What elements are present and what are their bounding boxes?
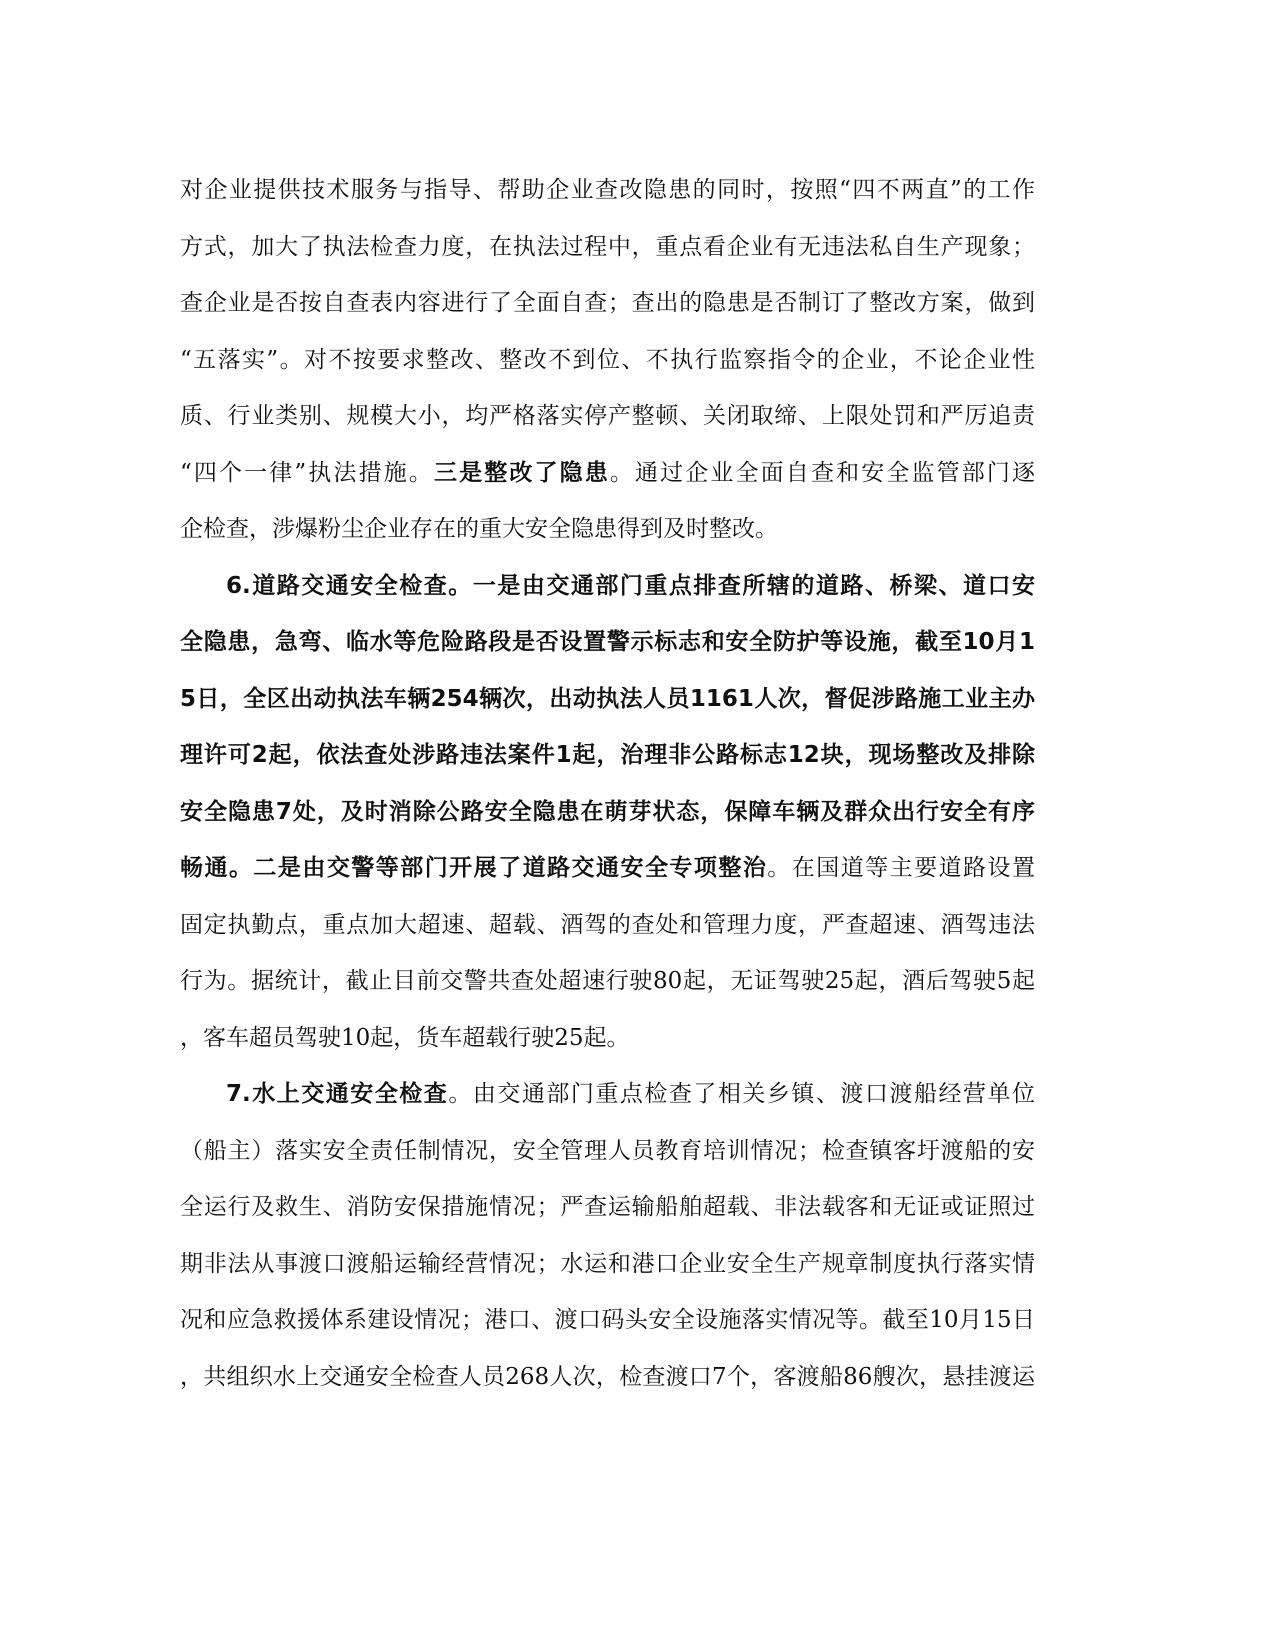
text-line: （船主）落实安全责任制情况，安全管理人员教育培训情况；检查镇客圩渡船的安 <box>180 1137 1035 1164</box>
bold-text-line: 全隐患，急弯、临水等危险路段是否设置警示标志和安全防护等设施，截至10月1 <box>180 629 1035 655</box>
text-line: ，共组织水上交通安全检查人员268人次，检查渡口7个，客渡船86艘次，悬挂渡运 <box>180 1363 1035 1390</box>
text-line: ，客车超员驾驶10起，货车超载行驶25起。 <box>180 1024 630 1051</box>
bold-text-line: 理许可2起，依法查处涉路违法案件1起，治理非公路标志12块，现场整改及排除 <box>180 742 1035 768</box>
text-line: 固定执勤点，重点加大超速、超载、酒驾的查处和管理力度，严查超速、酒驾违法 <box>180 911 1035 938</box>
document-body <box>180 162 1035 1405</box>
text-line <box>180 840 1035 897</box>
text-line: 对企业提供技术服务与指导、帮助企业查改隐患的同时，按照“四不两直”的工作 <box>180 177 1035 203</box>
paragraph-water-traffic <box>180 1066 1035 1405</box>
paragraph-enterprise-inspection <box>180 162 1035 558</box>
text-line: “五落实”。对不按要求整改、整改不到位、不执行监察指令的企业，不论企业性 <box>180 346 1035 373</box>
text-run: 。通过企业全面自查和安全监管部门逐 <box>609 459 1035 486</box>
bold-text-line: 5日，全区出动执法车辆254辆次，出动执法人员1161人次，督促涉路施工业主办 <box>180 685 1035 712</box>
text-line: 方式，加大了执法检查力度，在执法过程中，重点看企业有无违法私自生产现象； <box>180 233 1035 260</box>
text-line: 质、行业类别、规模大小，均严格落实停产整顿、关闭取缔、上限处罚和严厉追责 <box>180 403 1035 429</box>
text-line: 期非法从事渡口渡船运输经营情况；水运和港口企业安全生产规章制度执行落实情 <box>180 1250 1035 1277</box>
text-run: 。由交通部门重点检查了相关乡镇、渡口渡船经营单位 <box>448 1081 1035 1107</box>
bold-text-run: 畅通。二是由交警等部门开展了道路交通安全专项整治 <box>180 855 768 881</box>
bold-text-run: 三是整改了隐患 <box>433 459 610 486</box>
section-heading-line: 6.道路交通安全检查。一是由交通部门重点排查所辖的道路、桥梁、道口安 <box>226 572 1035 599</box>
paragraph-road-traffic <box>180 558 1035 1067</box>
section-heading-line <box>180 1066 1035 1123</box>
text-run: “四个一律”执法措施。 <box>180 459 434 486</box>
text-line <box>180 445 1035 502</box>
text-run: 。在国道等主要道路设置 <box>767 855 1036 881</box>
bold-text-run: 7.水上交通安全检查 <box>226 1081 449 1107</box>
text-line: 况和应急救援体系建设情况；港口、渡口码头安全设施落实情况等。截至10月15日 <box>180 1307 1035 1333</box>
bold-text-line: 安全隐患7处，及时消除公路安全隐患在萌芽状态，保障车辆及群众出行安全有序 <box>180 798 1035 825</box>
text-line: 查企业是否按自查表内容进行了全面自查；查出的隐患是否制订了整改方案，做到 <box>180 290 1035 316</box>
text-line: 行为。据统计，截止目前交警共查处超速行驶80起，无证驾驶25起，酒后驾驶5起 <box>180 968 1035 994</box>
text-line: 企检查，涉爆粉尘企业存在的重大安全隐患得到及时整改。 <box>180 516 778 542</box>
text-line: 全运行及救生、消防安保措施情况；严查运输船舶超载、非法载客和无证或证照过 <box>180 1194 1035 1220</box>
